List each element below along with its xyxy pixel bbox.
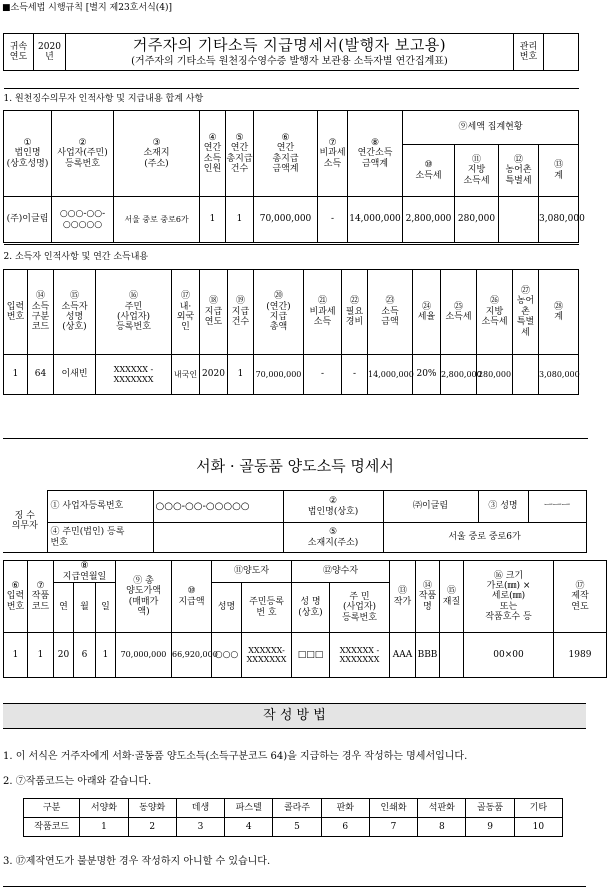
h-sale-price: ⑨ 총 양도가액 (매매가 액): [116, 561, 172, 633]
a-cell: BBB: [416, 633, 440, 678]
s2-header: ㉑ 비과세 소득: [304, 270, 342, 355]
a-cell: 1989: [554, 633, 607, 678]
wc-cell: 6: [321, 818, 369, 837]
work-code-value-row: [24, 818, 563, 837]
section3-title: 서화 · 골동품 양도소득 명세서: [196, 457, 394, 475]
year-value: [34, 34, 66, 71]
h-buyer-name: 성 명 (상호): [292, 583, 330, 633]
s2-cell: XXXXXX - XXXXXXX: [96, 355, 172, 395]
section-divider: [3, 438, 588, 439]
s2-cell: 70,000,000: [254, 355, 304, 395]
a-cell: ○○○: [212, 633, 242, 678]
a-cell: 1: [96, 633, 116, 678]
header-income-total: ⑧ 연간소득 금액계: [348, 111, 403, 197]
s2-cell: 내국인: [172, 355, 200, 395]
section1-title: 1. 원천징수의무자 인적사항 및 지급내용 합계 사항: [4, 89, 579, 111]
a-cell: 1: [28, 633, 54, 678]
header-biz-number: ② 사업자(주민) 등록번호: [52, 111, 114, 197]
s2-cell: [513, 355, 539, 395]
s1-cell: 70,000,000: [254, 197, 318, 243]
a-cell: 00×00: [464, 633, 554, 678]
corp-name-value: ㈜이글림: [383, 491, 478, 523]
a-cell: AAA: [390, 633, 416, 678]
h-size: ⑯ 크기 가로(㎜) × 세로(㎜) 또는 작품호수 등: [464, 561, 554, 633]
a-cell: XXXXXX - XXXXXXX: [330, 633, 390, 678]
s2-cell: 14,000,000: [368, 355, 413, 395]
instructions-title: 작 성 방 법: [3, 703, 586, 729]
artwork-table: [3, 560, 607, 678]
s2-header: ⑮ 소득자 성명 (상호): [54, 270, 96, 355]
section2-table: [3, 244, 579, 395]
s2-header: ㉘ 계: [539, 270, 579, 355]
s2-header: ㉒ 필요 경비: [342, 270, 368, 355]
s2-header: ㉗ 농어 촌 특별 세: [513, 270, 539, 355]
wc-cell: 1: [80, 818, 128, 837]
year-label: 귀속 연도: [4, 34, 34, 71]
s2-cell: 280,000: [477, 355, 513, 395]
h-day: 일: [96, 583, 116, 633]
s2-header: ㉕ 소득세: [441, 270, 477, 355]
s2-header: ⑭ 소득 구분 코드: [28, 270, 54, 355]
header-nontaxable: ⑦ 비과세 소득: [318, 111, 348, 197]
s1-cell: 3,080,000: [539, 197, 579, 243]
s2-header: 입력 번호: [4, 270, 28, 355]
wc-header: 판화: [321, 799, 369, 818]
address-value: 서울 중로 중로6가: [383, 523, 586, 553]
collector-label: 징 수 의무자: [3, 491, 47, 553]
a-cell: 20: [54, 633, 74, 678]
section1-data-row: [4, 197, 579, 243]
s2-cell: 1: [4, 355, 28, 395]
s2-header: ⑰ 내· 외국 인: [172, 270, 200, 355]
header-address: ③ 소재지 (주소): [114, 111, 200, 197]
s2-cell: 64: [28, 355, 54, 395]
h-buyer-id: 주 민 (사업자) 등록번호: [330, 583, 390, 633]
instruction-line-3: 3. ⑰제작연도가 불분명한 경우 작성하지 아니할 수 있습니다.: [3, 856, 271, 867]
s2-header: ⑳ (연간) 지급 총액: [254, 270, 304, 355]
s2-header: ⑯ 주민 (사업자) 등록번호: [96, 270, 172, 355]
name-value: ㅡㅡㅡ: [528, 491, 586, 523]
section2-title: 2. 소득자 인적사항 및 연간 소득내용: [4, 245, 579, 270]
wc-header: 골동품: [466, 799, 514, 818]
wc-header: 구분: [24, 799, 80, 818]
header-income-tax: ⑩ 소득세: [403, 145, 455, 197]
s2-header: ⑱ 지급 연도: [200, 270, 228, 355]
wc-header: 인쇄화: [369, 799, 417, 818]
mgmt-value: [544, 34, 579, 71]
corp-name-label: ② 법인명(상호): [283, 491, 383, 523]
wc-cell: 7: [369, 818, 417, 837]
h-work-code: ⑦ 작품 코드: [28, 561, 54, 633]
form-reference-note: ■소득세법 시행규칙 [별지 제23호서식(4)]: [2, 3, 173, 13]
h-year: 연: [54, 583, 74, 633]
collector-table: [3, 490, 587, 553]
header-rural-tax: ⑫ 농어촌 특별세: [499, 145, 539, 197]
instruction-line-1: 1. 이 서식은 거주자에게 서화·골동품 양도소득(소득구분코드 64)을 지급하는 경우 작성하는 명세서입니다.: [3, 751, 468, 762]
h-material: ⑮ 재질: [440, 561, 464, 633]
h-artist: ⑬ 작가: [390, 561, 416, 633]
h-pay-date: ⑧ 지급연월일: [54, 561, 116, 583]
h-buyer: ⑫양수자: [292, 561, 390, 583]
resident-number-value: [153, 523, 283, 553]
header-local-tax: ⑪ 지방 소득세: [455, 145, 499, 197]
instruction-line-2: 2. ⑦작품코드는 아래와 같습니다.: [3, 776, 152, 787]
header-annual-count: ⑤ 연간 총지급 건수: [226, 111, 254, 197]
s1-cell: (주)이글림: [4, 197, 52, 243]
wc-header: 서양화: [80, 799, 128, 818]
s1-cell: 1: [200, 197, 226, 243]
header-tax-summary: ⑨세액 집계현황: [403, 111, 579, 145]
s1-cell: 서울 중로 중로6가: [114, 197, 200, 243]
section2-header-row: [4, 270, 579, 355]
s1-cell: 1: [226, 197, 254, 243]
s2-cell: 3,080,000: [539, 355, 579, 395]
wc-cell: 10: [514, 818, 562, 837]
s2-header: ⑲ 지급 건수: [228, 270, 254, 355]
biz-number-label: ① 사업자등록번호: [47, 491, 153, 523]
wc-header: 콜라주: [273, 799, 321, 818]
a-cell: □□□: [292, 633, 330, 678]
header-annual-people: ④ 연간 소득 인원: [200, 111, 226, 197]
header-total: ⑬ 계: [539, 145, 579, 197]
h-seller-name: 성명: [212, 583, 242, 633]
wc-cell: 5: [273, 818, 321, 837]
h-work-name: ⑭ 작품 명: [416, 561, 440, 633]
form-title: 거주자의 기타소득 지급명세서(발행자 보고용): [132, 35, 447, 54]
a-cell: 70,000,000: [116, 633, 172, 678]
s2-cell: 2020: [200, 355, 228, 395]
h-input-no: ⑥ 입력 번호: [4, 561, 28, 633]
s2-header: ㉓ 소득 금액: [368, 270, 413, 355]
wc-header: 동양화: [128, 799, 176, 818]
wc-header: 기타: [514, 799, 562, 818]
h-year-made: ⑰ 제작 연도: [554, 561, 607, 633]
work-code-header-row: [24, 799, 563, 818]
wc-cell: 9: [466, 818, 514, 837]
address-label: ⑤ 소재지(주소): [283, 523, 383, 553]
form-title-table: [3, 33, 579, 71]
wc-header: 파스텔: [225, 799, 273, 818]
a-cell: [440, 633, 464, 678]
wc-cell: 3: [176, 818, 224, 837]
section1-table: [3, 88, 585, 243]
bottom-rule: [3, 886, 586, 887]
header-corp-name: ① 법인명 (상호성명): [4, 111, 52, 197]
resident-number-label: ④ 주민(법인) 등록 번호: [47, 523, 153, 553]
biz-number-value: ○○○-○○-○○○○○: [153, 491, 283, 523]
s1-cell: ○○○-○○-○○○○○: [52, 197, 114, 243]
wc-cell: 2: [128, 818, 176, 837]
h-month: 월: [74, 583, 96, 633]
s1-cell: [499, 197, 539, 243]
s1-cell: 280,000: [455, 197, 499, 243]
s2-cell: 1: [228, 355, 254, 395]
h-seller: ⑪양도자: [212, 561, 292, 583]
a-cell: 66,920,000: [172, 633, 212, 678]
h-pay-amount: ⑩ 지급액: [172, 561, 212, 633]
s2-cell: 이새빈: [54, 355, 96, 395]
mgmt-label: 관리 번호: [514, 34, 544, 71]
s2-cell: 2,800,000: [441, 355, 477, 395]
wc-cell: 8: [418, 818, 466, 837]
wc-header: 석판화: [418, 799, 466, 818]
s2-cell: -: [304, 355, 342, 395]
year-unit: 년: [45, 52, 54, 62]
form-subtitle: (거주자의 기타소득 원천징수영수증 발행자 보관용 소득자별 연간집계표): [131, 55, 448, 67]
section2-data-row: [4, 355, 579, 395]
a-cell: XXXXXX-XXXXXXX: [242, 633, 292, 678]
wc-header: 데생: [176, 799, 224, 818]
wc-cell: 작품코드: [24, 818, 80, 837]
s1-cell: 2,800,000: [403, 197, 455, 243]
form-title-cell: [66, 34, 514, 71]
a-cell: 6: [74, 633, 96, 678]
s1-cell: 14,000,000: [348, 197, 403, 243]
name-label: ③ 성명: [478, 491, 528, 523]
work-code-table: [23, 798, 563, 837]
artwork-data-row: [4, 633, 607, 678]
s2-header: ㉔ 세율: [413, 270, 441, 355]
wc-cell: 4: [225, 818, 273, 837]
a-cell: 1: [4, 633, 28, 678]
s2-cell: -: [342, 355, 368, 395]
year-number: 2020: [38, 41, 61, 52]
s1-cell: -: [318, 197, 348, 243]
h-seller-id: 주민등록 번 호: [242, 583, 292, 633]
s2-header: ㉖ 지방 소득세: [477, 270, 513, 355]
s2-cell: 20%: [413, 355, 441, 395]
header-annual-total: ⑥ 연간 총지급 금액계: [254, 111, 318, 197]
